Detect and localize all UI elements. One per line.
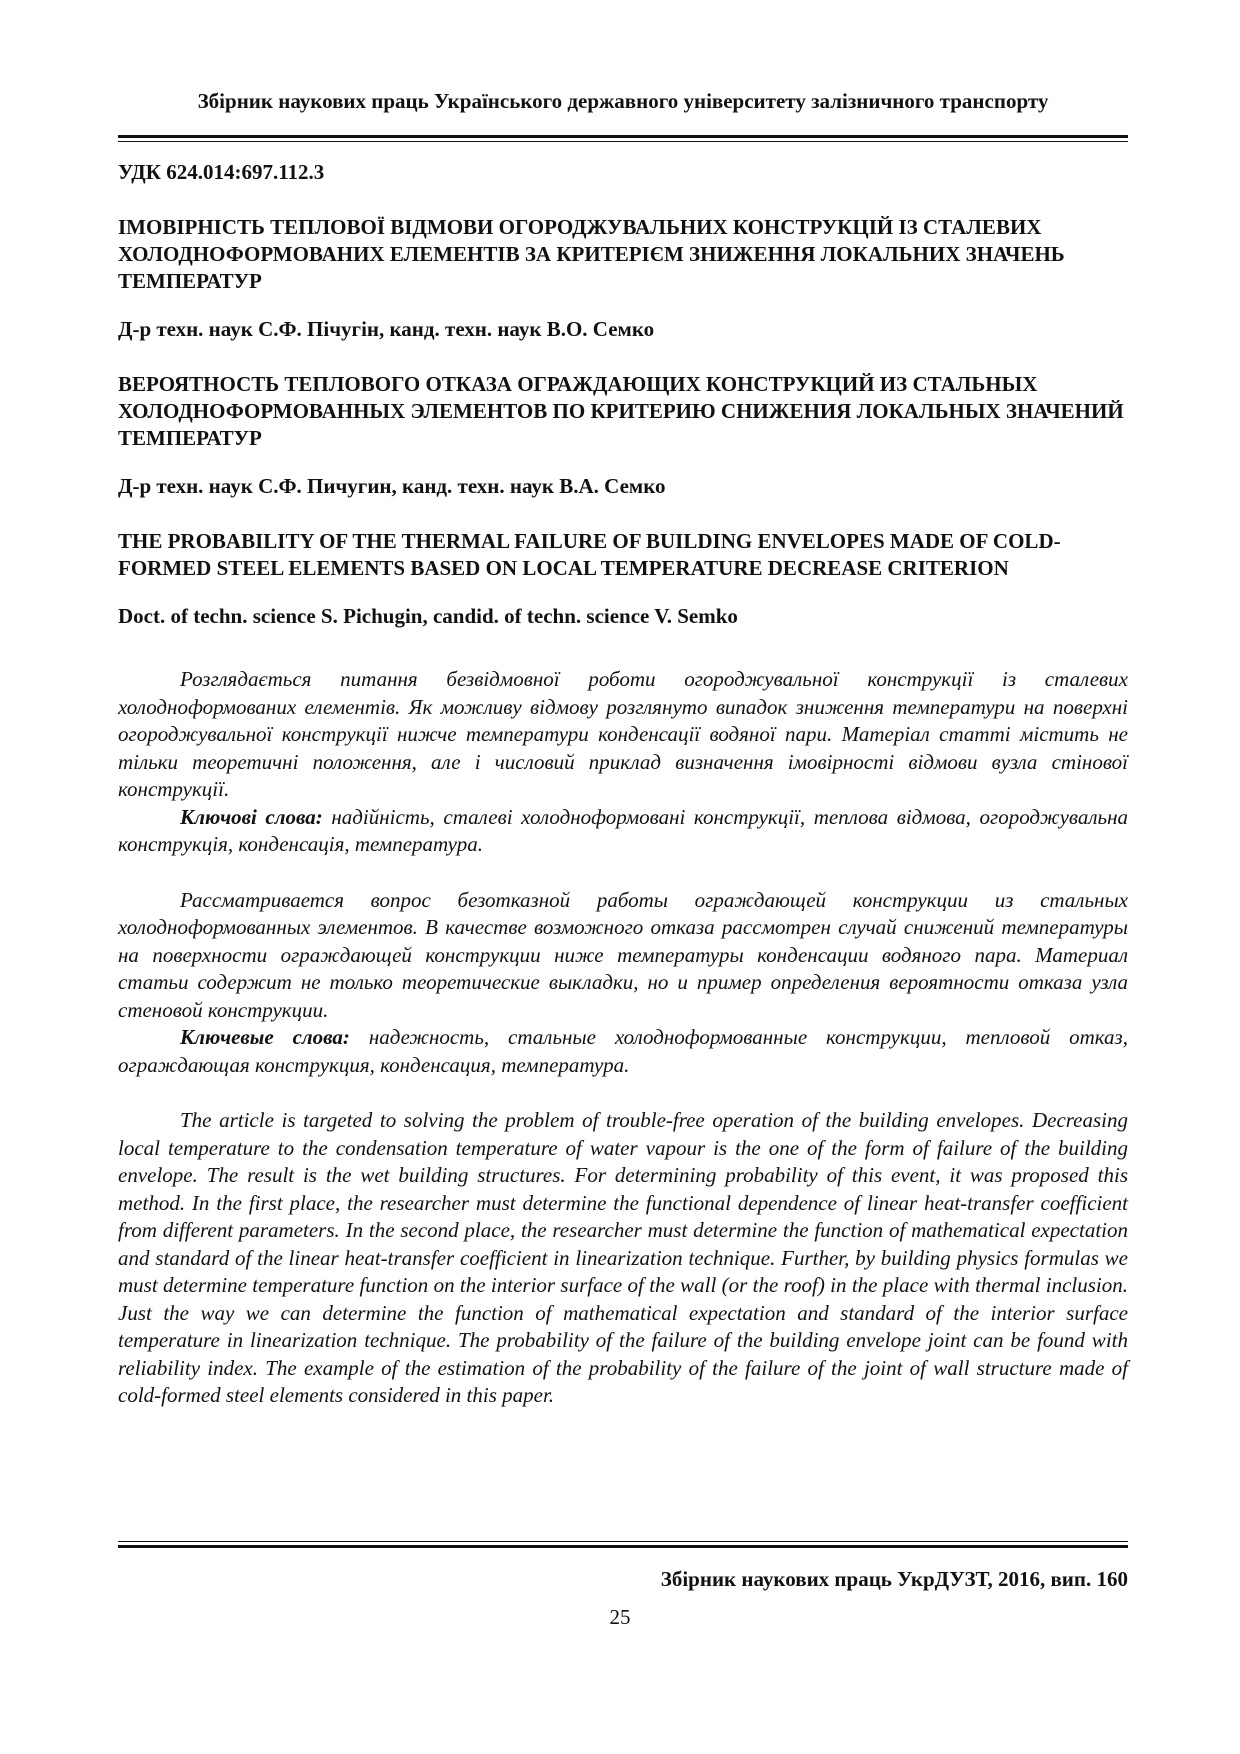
keywords-label-ukrainian: Ключові слова: [180,804,323,829]
running-header: Збірник наукових праць Українського державного університету залізничного транспорту [197,89,1049,113]
abstract-english: The article is targeted to solving the problem of trouble-free operation of the building envelopes. Decreasing local temperature to the condensation temperature of water vapour is the one of the form of failure of the building envelope. The result is the wet building structures. For determining probability of this event, it was proposed this method. In the first place, the researcher must determine the functional dependence of linear heat-transfer coefficient from different parameters. In the second place, the researcher must determine the function of mathematical expectation and standard of the linear heat-transfer coefficient in linearization technique. Further, by building physics formulas we must determine temperature function on the interior surface of the wall (or the roof) in the place with thermal inclusion. Just the way we can determine the function of mathematical expectation and standard of the interior surface temperature in linearization technique. The probability of the failure of the building envelope joint can be found with reliability index. The example of the estimation of the probability of the failure of the joint of wall structure made of cold-formed steel elements considered in this paper. [118,1108,1128,1407]
title-russian: ВЕРОЯТНОСТЬ ТЕПЛОВОГО ОТКАЗА ОГРАЖДАЮЩИХ КОНСТРУКЦИЙ ИЗ СТАЛЬНЫХ ХОЛОДНОФОРМОВАННЫХ ЭЛЕМЕНТОВ ПО КРИТЕРИЮ СНИЖЕНИЯ ЛОКАЛЬНЫХ ЗНАЧЕНИЙ ТЕМПЕРАТУР [118,372,1124,450]
article-body [118,158,1128,1410]
footer-rule-thick [118,1545,1128,1548]
udc-code: УДК 624.014:697.112.3 [118,160,325,184]
abstract-russian: Рассматривается вопрос безотказной работы ограждающей конструкции из стальных холодноформованных элементов. В качестве возможного отказа рассмотрен случай снижений температуры на поверхности ограждающей конструкции ниже температуры конденсации водяного пара. Материал статьи содержит не только теоретические выкладки, но и пример определения вероятности отказа узла стеновой конструкции. [118,887,1128,1022]
title-english: THE PROBABILITY OF THE THERMAL FAILURE OF BUILDING ENVELOPES MADE OF COLD-FORMED STEEL ELEMENTS BASED ON LOCAL TEMPERATURE DECREASE CRITERION [118,529,1061,580]
footer-journal: Збірник наукових праць УкрДУЗТ, 2016, вип. 160 [660,1567,1128,1591]
keywords-russian [118,1024,1128,1079]
header-rule-thick [118,135,1128,138]
keywords-label-russian: Ключевые слова: [180,1025,350,1049]
header-rule-thin [118,141,1128,142]
authors-english: Doct. of techn. science S. Pichugin, candid. of techn. science V. Semko [118,604,738,628]
authors-ukrainian: Д-р техн. наук С.Ф. Пічугін, канд. техн. наук В.О. Семко [118,317,655,341]
keywords-text-ukrainian: надійність, сталеві холодноформовані конструкції, теплова відмова, огороджувальна конструкція, конденсація, температура. [118,804,1129,856]
page-number: 25 [609,1605,631,1629]
abstract-ukrainian: Розглядається питання безвідмовної роботи огороджувальної конструкції із сталевих холодноформованих елементів. Як можливу відмову розглянуто випадок зниження температури на поверхні огороджувальної конструкції нижче температури конденсації водяної пари. Матеріал статті містить не тільки теоретичні положення, але і числовий приклад визначення імовірності відмови вузла стінової конструкції. [118,667,1128,801]
authors-russian: Д-р техн. наук С.Ф. Пичугин, канд. техн. наук В.А. Семко [118,474,666,498]
footer-rule-thin [118,1541,1128,1542]
title-ukrainian: ІМОВІРНІСТЬ ТЕПЛОВОЇ ВІДМОВИ ОГОРОДЖУВАЛЬНИХ КОНСТРУКЦІЙ ІЗ СТАЛЕВИХ ХОЛОДНОФОРМОВАНИХ ЕЛЕМЕНТІВ ЗА КРИТЕРІЄМ ЗНИЖЕННЯ ЛОКАЛЬНИХ ЗНАЧЕНЬ ТЕМПЕРАТУР [118,215,1065,293]
keywords-ukrainian [118,804,1128,859]
keywords-text-russian: надежность, стальные холодноформованные конструкции, тепловой отказ, ограждающая конструкция, конденсация, температура. [118,1025,1128,1077]
